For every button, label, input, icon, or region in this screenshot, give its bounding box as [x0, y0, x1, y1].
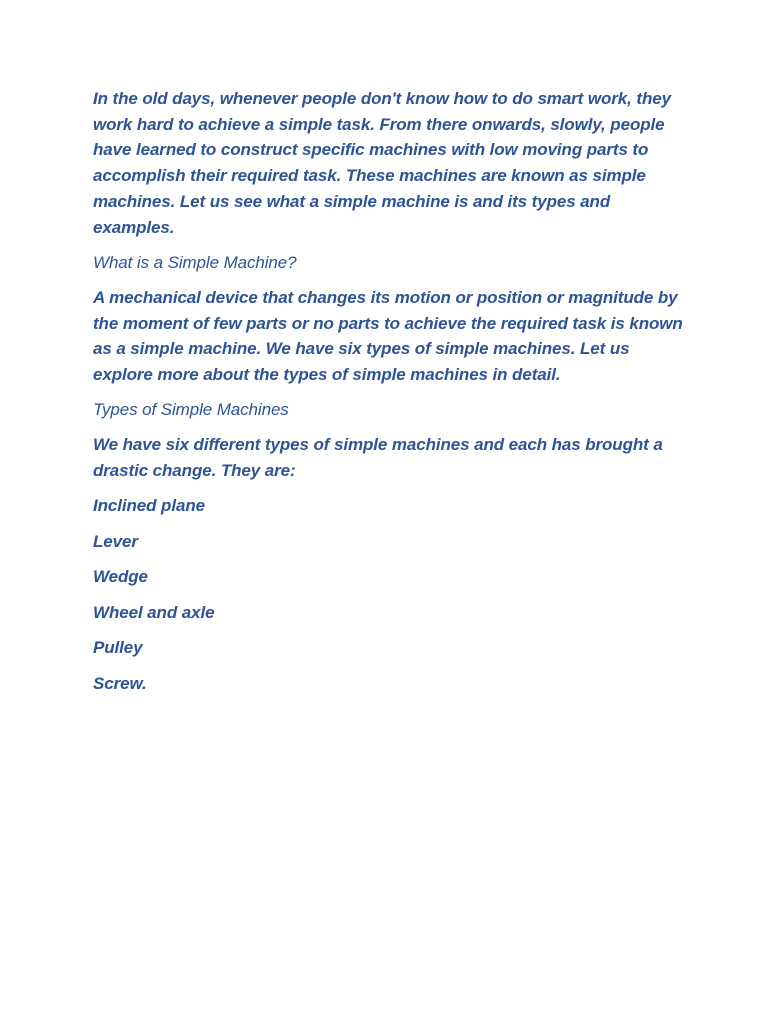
definition-paragraph: A mechanical device that changes its motion or position or magnitude by the moment of few parts or no parts to achieve the required task is known as a simple machine. We have six types of simple machines. Let us explore more about the types of simple machines in detail. [93, 287, 683, 385]
types-intro-paragraph: We have six different types of simple machines and each has brought a drastic change. They are: [93, 435, 663, 481]
list-item: Wedge [93, 567, 148, 587]
list-item: Screw. [93, 673, 147, 693]
heading-what-is-simple-machine: What is a Simple Machine? [93, 252, 297, 272]
list-item: Pulley [93, 638, 143, 658]
types-list [93, 493, 693, 696]
intro-paragraph: In the old days, whenever people don't know how to do smart work, they work hard to achieve a simple task. From there onwards, slowly, people have learned to construct specific machines with low moving parts to accomplish their required task. These machines are known as simple machines. Let us see what a simple machine is and its types and examples. [93, 89, 671, 237]
document-page [93, 86, 693, 706]
list-item: Lever [93, 531, 138, 551]
heading-types-of-simple-machines: Types of Simple Machines [93, 400, 289, 420]
list-item: Wheel and axle [93, 602, 215, 622]
list-item: Inclined plane [93, 496, 205, 516]
